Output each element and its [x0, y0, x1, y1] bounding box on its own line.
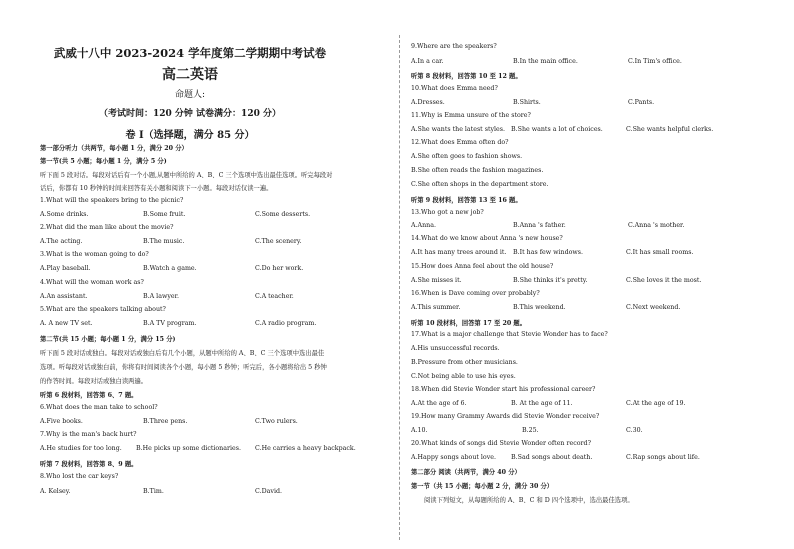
- question-1: 1.What will the speakers bring to the picnic?: [40, 197, 184, 204]
- question-5: 5.What are the speakers talking about?: [40, 306, 166, 313]
- option-b: B.25.: [522, 427, 539, 434]
- section2-instruction: 听下面 5 段对话或独白。每段对话或独白后有几个小题，从题中所给的 A、B、C 三个选项中选出最佳: [40, 350, 325, 357]
- volume-heading: 卷 I（选择题，满分 85 分）: [125, 130, 255, 141]
- option-b: B. At the age of 11.: [511, 400, 573, 407]
- section1-heading: 第一节(共 5 小题；每小题 1 分，满分 5 分): [40, 158, 167, 165]
- question-6: 6.What does the man take to school?: [40, 404, 158, 411]
- section2-instruction: 的作答时间。每段对话或独白读两遍。: [40, 378, 148, 385]
- question-15: 15.How does Anna feel about the old house?: [411, 263, 554, 270]
- question-9: 9.Where are the speakers?: [411, 43, 497, 50]
- question-16: 16.When is Dave coming over probably?: [411, 290, 540, 297]
- option-b: B.She wants a lot of choices.: [511, 126, 603, 133]
- question-13: 13.Who got a new job?: [411, 209, 484, 216]
- question-11: 11.Why is Emma unsure of the store?: [411, 112, 531, 119]
- option-c: C.It has small rooms.: [626, 249, 694, 256]
- material-6-heading: 听第 6 段材料，回答第 6、7 题。: [40, 392, 138, 399]
- option-b: B.Shirts.: [513, 99, 541, 106]
- question-20: 20.What kinds of songs did Stevie Wonder often record?: [411, 440, 591, 447]
- option-b: B.He picks up some dictionaries.: [136, 445, 241, 452]
- option-a: A.An assistant.: [40, 293, 88, 300]
- option-a: A.Anna.: [411, 222, 436, 229]
- question-8: 8.Who lost the car keys?: [40, 473, 119, 480]
- option-b: B.Tim.: [143, 488, 164, 495]
- option-a: A. Kelsey.: [40, 488, 71, 495]
- option-c: C.She often shops in the department store.: [411, 181, 549, 188]
- option-a: A.He studies for too long.: [40, 445, 122, 452]
- option-a: A.Dresses.: [411, 99, 445, 106]
- option-b: B.She thinks it's pretty.: [513, 277, 588, 284]
- part2-section1-heading: 第一节（共 15 小题；每小题 2 分，满分 30 分）: [411, 483, 554, 490]
- exam-title: 武威十八中 2023-2024 学年度第二学期期中考试卷: [53, 46, 327, 60]
- option-b: B.Some fruit.: [143, 211, 186, 218]
- option-b: B.A lawyer.: [143, 293, 179, 300]
- question-4: 4.What will the woman work as?: [40, 279, 144, 286]
- question-17: 17.What is a major challenge that Stevie Wonder has to face?: [411, 331, 608, 338]
- option-b: B.Pressure from other musicians.: [411, 359, 518, 366]
- option-a: A.At the age of 6.: [411, 400, 467, 407]
- option-c: C.She loves it the most.: [626, 277, 702, 284]
- option-a: A.She wants the latest styles.: [411, 126, 506, 133]
- option-c: C.Rap songs about life.: [626, 454, 700, 461]
- option-b: B.In the main office.: [513, 58, 578, 65]
- option-b: B.This weekend.: [513, 304, 566, 311]
- option-c: C.At the age of 19.: [626, 400, 686, 407]
- option-c: C.A radio program.: [255, 320, 317, 327]
- option-b: B.Watch a game.: [143, 265, 197, 272]
- author-line: 命题人:: [174, 90, 206, 100]
- question-10: 10.What does Emma need?: [411, 85, 498, 92]
- option-a: A.His unsuccessful records.: [411, 345, 500, 352]
- part2-instruction: 阅读下列短文，从每题所给的 A、B、C 和 D 四个选项中，选出最佳选项。: [424, 497, 634, 504]
- part1-heading: 第一部分听力（共两节，每小题 1 分，满分 20 分）: [40, 145, 188, 152]
- option-b: B.Three pens.: [143, 418, 188, 425]
- option-a: A.This summer.: [411, 304, 461, 311]
- option-a: A.She misses it.: [411, 277, 462, 284]
- option-c: C.A teacher.: [255, 293, 294, 300]
- option-a: A.Play baseball.: [40, 265, 91, 272]
- question-14: 14.What do we know about Anna 's new house?: [411, 235, 563, 242]
- option-a: A.The acting.: [40, 238, 83, 245]
- option-a: A.10.: [411, 427, 428, 434]
- option-c: C.Do her work.: [255, 265, 304, 272]
- option-b: B.Sad songs about death.: [511, 454, 593, 461]
- section2-heading: 第二节(共 15 小题；每小题 1 分，满分 15 分): [40, 336, 176, 343]
- part2-heading: 第二部分 阅读（共两节，满分 40 分）: [411, 469, 521, 476]
- option-a: A.Some drinks.: [40, 211, 89, 218]
- subject-title: 高二英语: [162, 67, 218, 83]
- option-c: C.Anna 's mother.: [628, 222, 685, 229]
- material-8-heading: 听第 8 段材料，回答第 10 至 12 题。: [411, 73, 522, 80]
- question-18: 18.When did Stevie Wonder start his professional career?: [411, 386, 596, 393]
- option-b: B.Anna 's father.: [513, 222, 566, 229]
- section1-instruction: 听下面 5 段对话。每段对话后有一个小题,从题中所给的 A、B、C 三个选项中选出最佳选项。听完每段对: [40, 172, 333, 179]
- option-c: C.30.: [626, 427, 643, 434]
- material-9-heading: 听第 9 段材料，回答第 13 至 16 题。: [411, 197, 522, 204]
- question-7: 7.Why is the man's back hurt?: [40, 431, 137, 438]
- option-a: A.Happy songs about love.: [411, 454, 497, 461]
- option-c: C.Next weekend.: [626, 304, 681, 311]
- option-a: A.In a car.: [411, 58, 444, 65]
- option-c: C.Two rulers.: [255, 418, 298, 425]
- option-c: C.Not being able to use his eyes.: [411, 373, 516, 380]
- option-c: C.He carries a heavy backpack.: [255, 445, 356, 452]
- section1-instruction: 话后，你都有 10 秒钟的时间来回答有关小题和阅读下一小题。每段对话仅读一遍。: [40, 185, 273, 192]
- option-b: B.She often reads the fashion magazines.: [411, 167, 544, 174]
- question-19: 19.How many Grammy Awards did Stevie Wonder receive?: [411, 413, 600, 420]
- option-a: A.It has many trees around it.: [411, 249, 507, 256]
- option-c: C.She wants helpful clerks.: [626, 126, 714, 133]
- material-10-heading: 听第 10 段材料，回答第 17 至 20 题。: [411, 320, 527, 327]
- option-a: A. A new TV set.: [40, 320, 93, 327]
- option-a: A.Five books.: [40, 418, 83, 425]
- question-3: 3.What is the woman going to do?: [40, 251, 149, 258]
- option-c: C.David.: [255, 488, 283, 495]
- question-2: 2.What did the man like about the movie?: [40, 224, 174, 231]
- option-b: B.A TV program.: [143, 320, 197, 327]
- column-divider: [399, 35, 400, 540]
- question-12: 12.What does Emma often do?: [411, 139, 509, 146]
- option-a: A.She often goes to fashion shows.: [411, 153, 523, 160]
- material-7-heading: 听第 7 段材料，回答第 8、9 题。: [40, 461, 138, 468]
- option-b: B.The music.: [143, 238, 185, 245]
- option-c: C.Pants.: [628, 99, 655, 106]
- option-b: B.It has few windows.: [513, 249, 584, 256]
- option-c: C.In Tim's office.: [628, 58, 682, 65]
- option-c: C.The scenery.: [255, 238, 302, 245]
- option-c: C.Some desserts.: [255, 211, 311, 218]
- section2-instruction: 选项。听每段对话或独白前，你将有时间阅读各个小题，每小题 5 秒钟；听完后，各小题将给出 5 秒钟: [40, 364, 327, 371]
- exam-info: （考试时间：120 分钟 试卷满分：120 分）: [99, 109, 281, 119]
